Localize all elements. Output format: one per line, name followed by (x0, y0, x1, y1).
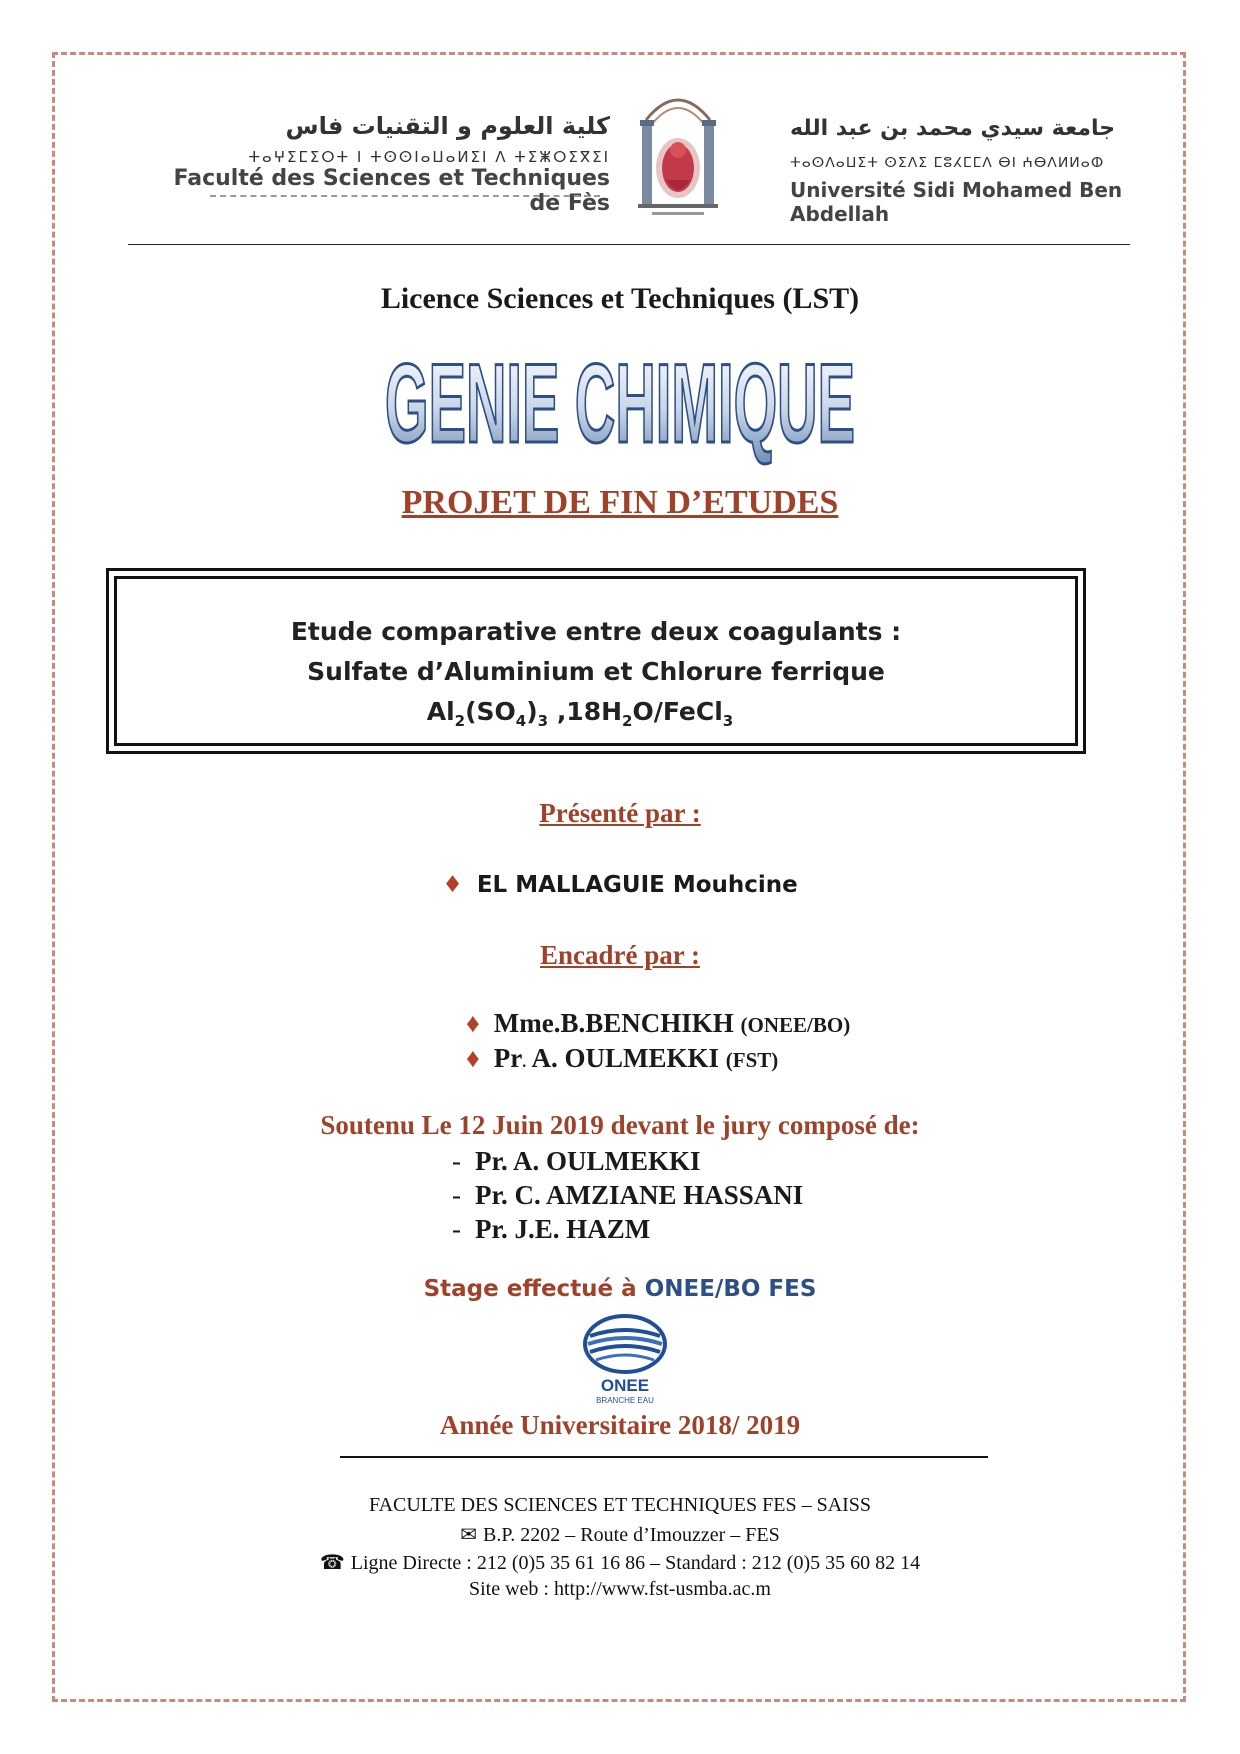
bullet-diamond-icon: ♦ (466, 1043, 480, 1073)
university-arabic-name: جامعة سيدي محمد بن عبد الله (790, 116, 1116, 141)
faculty-french-name: Faculté des Sciences et Techniques de Fès (173, 166, 610, 216)
jury-member: - Pr. A. OULMEKKI (452, 1146, 701, 1176)
footer-address: ✉ B.P. 2202 – Route d’Imouzzer – FES (460, 1524, 780, 1546)
university-tifinagh-name: ⵜⴰⵙⴷⴰⵡⵉⵜ ⵙⵉⴷⵉ ⵎⵓⵃⵎⵎⴷ ⴱⵏ ⵄⴱⴷⵍⵍⴰⵀ (790, 155, 1105, 171)
project-type-title: PROJET DE FIN D’ETUDES (401, 484, 839, 521)
jury-member: - Pr. C. AMZIANE HASSANI (452, 1180, 804, 1210)
program-title: Licence Sciences et Techniques (LST) (380, 282, 860, 315)
subject-formula: $Al_2(SO_4)_3$ $,18H_2O/FeCl_3$ (426, 697, 734, 730)
university-french-name: Université Sidi Mohamed Ben Abdellah (790, 178, 1123, 226)
academic-year: Année Universitaire 2018/ 2019 (439, 1410, 801, 1440)
onee-logo-subtext: BRANCHE EAU (596, 1396, 654, 1405)
faculty-underline (210, 195, 600, 197)
faculty-arabic-name: كلية العلوم و التقنيات فاس (285, 112, 610, 140)
subject-line-2: Sulfate d’Aluminium et Chlorure ferrique (307, 657, 885, 686)
header-divider (128, 244, 1130, 245)
bullet-diamond-icon: ♦ (466, 1008, 480, 1038)
internship-line: Stage effectué à ONEE/BO FES (423, 1276, 817, 1302)
jury-member: - Pr. J.E. HAZM (452, 1214, 651, 1244)
university-emblem-icon (632, 80, 724, 222)
department-wordart (370, 340, 870, 466)
author-name: ♦ EL MALLAGUIE Mouhcine (442, 872, 798, 898)
supervisor-1: ♦ Mme.B.BENCHIKH (ONEE/BO) (466, 1008, 851, 1038)
supervisor-2: ♦ Pr. A. OULMEKKI (FST) (466, 1043, 779, 1073)
footer-phone: ☎ Ligne Directe : 212 (0)5 35 61 16 86 – Standard : 212 (0)5 35 60 82 14 (319, 1552, 921, 1574)
subject-line-1: Etude comparative entre deux coagulants : (290, 617, 902, 646)
footer-divider (340, 1456, 988, 1458)
supervised-by-label: Encadré par : (540, 940, 700, 970)
defense-line: Soutenu Le 12 Juin 2019 devant le jury composé de: (320, 1110, 920, 1140)
onee-logo-text: ONEE (600, 1376, 650, 1395)
phone-icon: ☎ (319, 1552, 345, 1574)
footer-faculty: FACULTE DES SCIENCES ET TECHNIQUES FES – SAISS (368, 1494, 872, 1516)
department-title: GENIE CHIMIQUE (385, 341, 855, 466)
bullet-diamond-icon: ♦ (442, 872, 463, 898)
presented-by-label: Présenté par : (539, 798, 701, 828)
onee-logo (582, 1312, 668, 1408)
footer-website: Site web : http://www.fst-usmba.ac.m (469, 1578, 771, 1600)
mailbox-icon: ✉ (460, 1524, 478, 1546)
faculty-tifinagh-name: ⵜⴰⵖⵉⵎⵉⵔⵜ ⵏ ⵜⵙⵙⵏⴰⵡⴰⵍⵉⵏ ⴷ ⵜⵉⵥⵔⵉⴳⵉⵏ (248, 148, 610, 166)
